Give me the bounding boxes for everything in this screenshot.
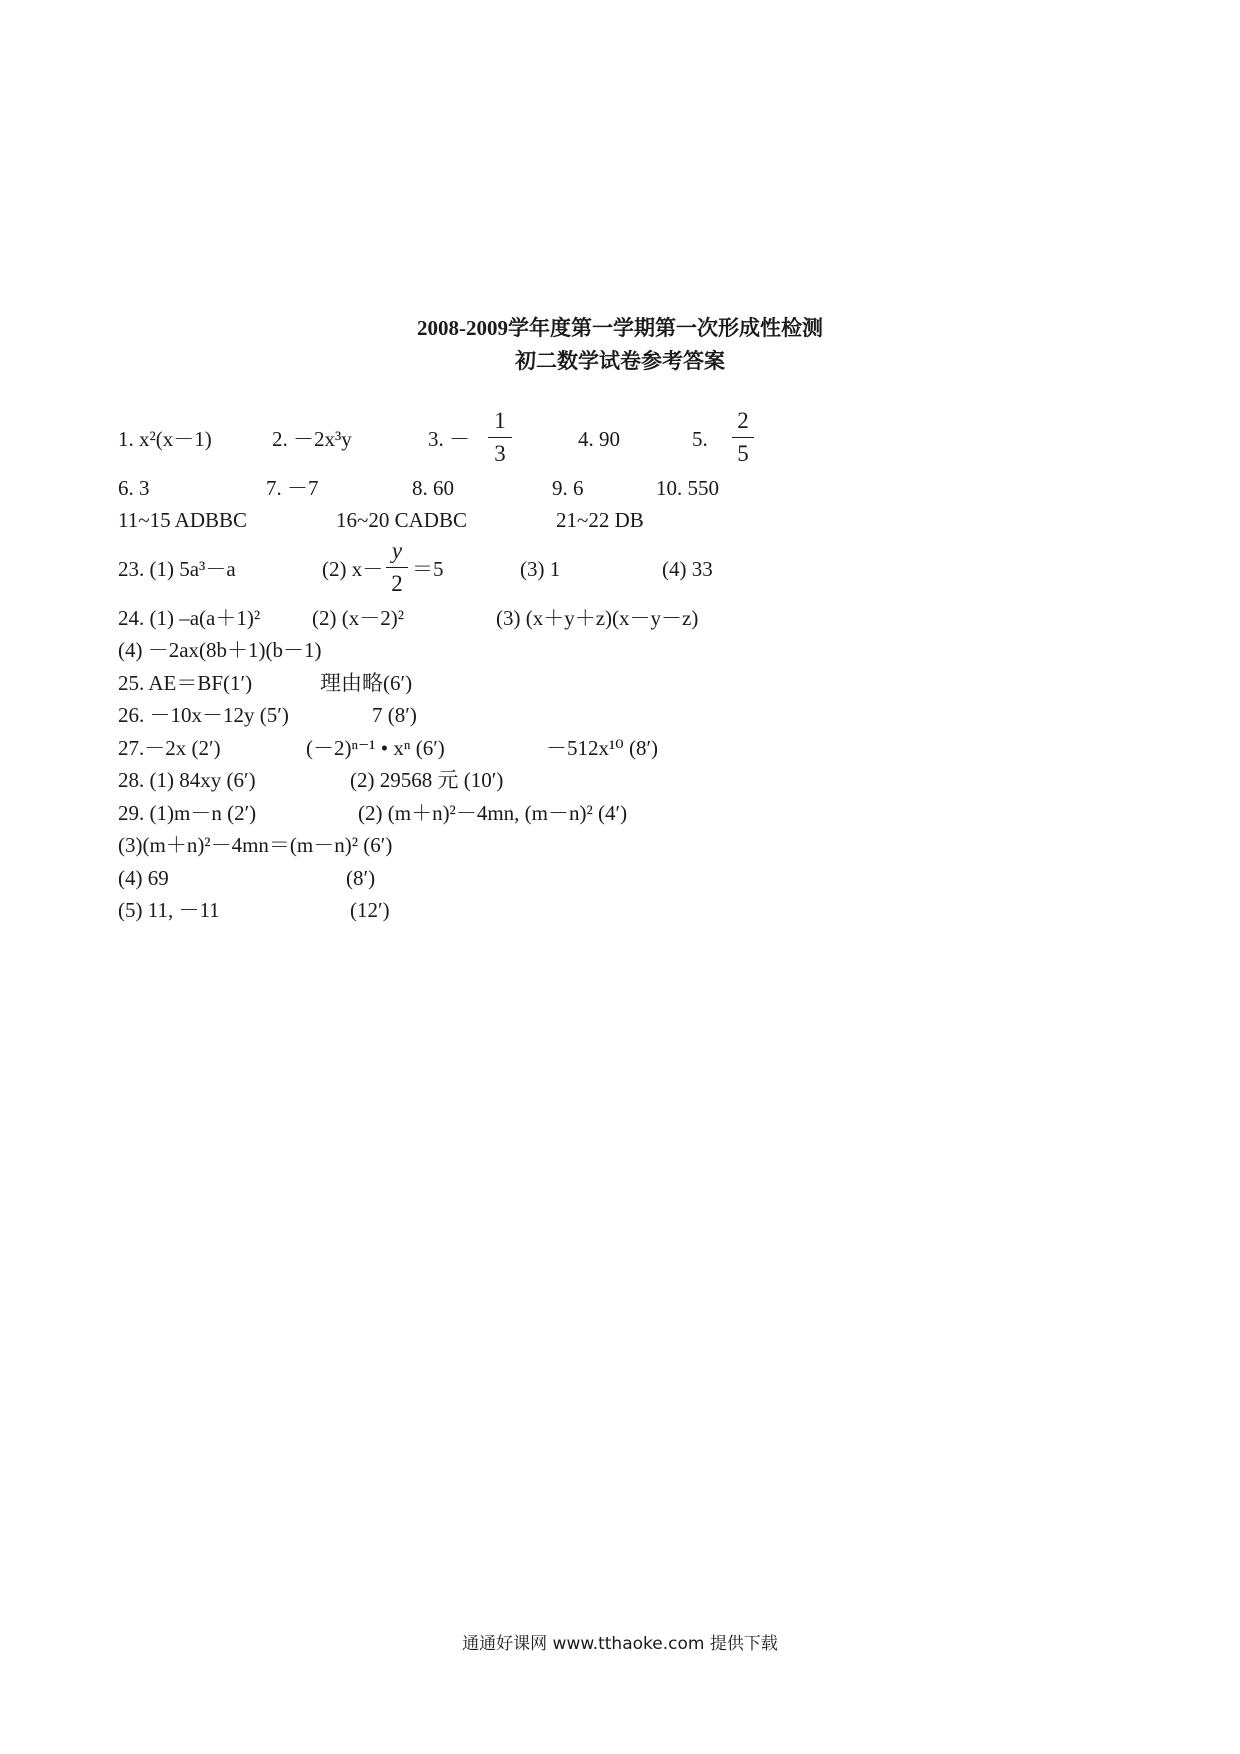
answer-23-2-fraction (386, 538, 408, 597)
answer-1: 1. x²(x－1) (118, 427, 212, 451)
answer-23-2-tail: ＝5 (412, 557, 444, 581)
answer-16-20: 16~20 CADBC (336, 508, 467, 532)
fraction-denominator: 3 (494, 441, 506, 466)
answer-6: 6. 3 (118, 476, 150, 500)
answer-28-1: 28. (1) 84xy (6′) (118, 768, 256, 792)
fraction-bar (732, 437, 754, 438)
fraction-numerator: 2 (737, 408, 749, 433)
answer-9: 9. 6 (552, 476, 584, 500)
answer-7: 7. －7 (266, 476, 319, 500)
answer-3-label: 3. － (428, 427, 470, 451)
answer-29-5-score: (12′) (350, 898, 390, 922)
fraction-numerator: 1 (494, 408, 506, 433)
answer-24-2: (2) (x－2)² (312, 606, 405, 630)
fraction-denominator: 2 (391, 571, 403, 596)
answer-23-1: 23. (1) 5a³－a (118, 557, 236, 581)
answer-4: 4. 90 (578, 427, 620, 451)
fraction-denominator: 5 (737, 441, 749, 466)
answer-24-4: (4) －2ax(8b＋1)(b－1) (118, 638, 322, 662)
footer-credit: 通通好课网 www.tthaoke.com 提供下载 (462, 1634, 778, 1654)
answer-21-22: 21~22 DB (556, 508, 644, 532)
answer-8: 8. 60 (412, 476, 454, 500)
answer-29-2: (2) (m＋n)²－4mn, (m－n)² (4′) (358, 801, 628, 825)
doc-subtitle: 初二数学试卷参考答案 (515, 349, 725, 373)
answer-29-5: (5) 11, －11 (118, 898, 220, 922)
fraction-bar (386, 567, 408, 568)
answer-29-4: (4) 69 (118, 866, 169, 890)
answer-24-1: 24. (1) –a(a＋1)² (118, 606, 261, 630)
answer-23-3: (3) 1 (520, 557, 561, 581)
answer-5-fraction (732, 408, 754, 467)
answer-3-fraction (488, 408, 512, 467)
answer-27-3: －512x¹⁰ (8′) (546, 736, 659, 760)
answer-10: 10. 550 (656, 476, 719, 500)
answer-26-1: 26. －10x－12y (5′) (118, 703, 289, 727)
answer-5-label: 5. (692, 427, 708, 451)
answer-23-2-label: (2) x－ (322, 557, 384, 581)
fraction-bar (488, 437, 512, 438)
doc-title: 2008-2009学年度第一学期第一次形成性检测 (417, 316, 823, 340)
answer-29-4-score: (8′) (346, 866, 376, 890)
answer-27-1: 27.－2x (2′) (118, 736, 221, 760)
answer-24-3: (3) (x＋y＋z)(x－y－z) (496, 606, 699, 630)
answer-25-1: 25. AE＝BF(1′) (118, 671, 253, 695)
answer-29-1: 29. (1)m－n (2′) (118, 801, 257, 825)
answer-25-2: 理由略(6′) (320, 671, 413, 695)
answer-29-3: (3)(m＋n)²－4mn＝(m－n)² (6′) (118, 833, 393, 857)
answer-11-15: 11~15 ADBBC (118, 508, 248, 532)
fraction-numerator: y (391, 538, 403, 563)
answer-2: 2. －2x³y (272, 427, 352, 451)
answer-23-4: (4) 33 (662, 557, 713, 581)
answer-27-2: (－2)ⁿ⁻¹ • xⁿ (6′) (306, 736, 445, 760)
answer-26-2: 7 (8′) (372, 703, 417, 727)
answer-28-2: (2) 29568 元 (10′) (350, 768, 504, 792)
